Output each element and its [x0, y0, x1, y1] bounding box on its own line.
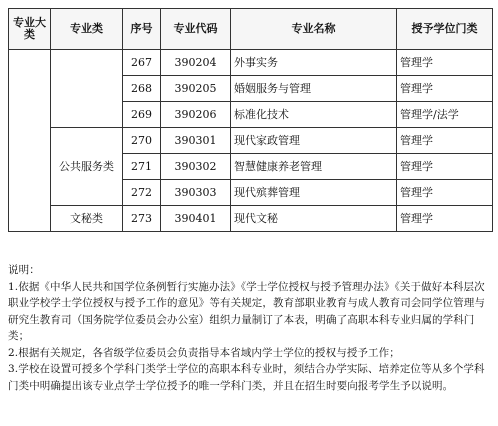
- header-code: 专业代码: [161, 9, 231, 50]
- name-cell: 标准化技术: [231, 102, 397, 128]
- major-category-public-service: 公共服务类: [51, 128, 123, 206]
- name-cell: 婚姻服务与管理: [231, 76, 397, 102]
- code-cell: 390206: [161, 102, 231, 128]
- degree-cell: 管理学: [397, 206, 493, 232]
- seq-cell: 273: [123, 206, 161, 232]
- degree-cell: 管理学: [397, 50, 493, 76]
- name-cell: 现代家政管理: [231, 128, 397, 154]
- code-cell: 390302: [161, 154, 231, 180]
- code-cell: 390205: [161, 76, 231, 102]
- seq-cell: 268: [123, 76, 161, 102]
- major-class-cell: [9, 50, 51, 232]
- seq-cell: 271: [123, 154, 161, 180]
- degree-cell: 管理学/法学: [397, 102, 493, 128]
- code-cell: 390401: [161, 206, 231, 232]
- major-degree-table: [8, 8, 493, 232]
- name-cell: 外事实务: [231, 50, 397, 76]
- header-seq: 序号: [123, 9, 161, 50]
- notes-section: [8, 262, 492, 394]
- code-cell: 390204: [161, 50, 231, 76]
- table-row: [9, 50, 493, 76]
- degree-cell: 管理学: [397, 180, 493, 206]
- seq-cell: 269: [123, 102, 161, 128]
- header-degree: 授予学位门类: [397, 9, 493, 50]
- degree-cell: 管理学: [397, 128, 493, 154]
- note-item-1: 1.依据《中华人民共和国学位条例暂行实施办法》《学士学位授权与授予管理办法》《关于做好本科层次职业学校学士学位授权与授予工作的意见》等有关规定，教育部职业教育与成人教育司会同学位管理与研究生教育司（国务院学位委员会办公室）组织力量制订了本表，明确了高职本科专业归属的学科门类；: [8, 280, 485, 342]
- seq-cell: 267: [123, 50, 161, 76]
- header-major-category: 专业类: [51, 9, 123, 50]
- notes-title: 说明：: [8, 264, 40, 276]
- seq-cell: 272: [123, 180, 161, 206]
- header-name: 专业名称: [231, 9, 397, 50]
- note-item-2: 2.根据有关规定，各省级学位委员会负责指导本省域内学士学位的授权与授予工作；: [8, 346, 400, 359]
- table-header-row: [9, 9, 493, 50]
- code-cell: 390301: [161, 128, 231, 154]
- degree-cell: 管理学: [397, 76, 493, 102]
- header-major-class: 专业大类: [9, 9, 51, 50]
- seq-cell: 270: [123, 128, 161, 154]
- table-row: [9, 206, 493, 232]
- code-cell: 390303: [161, 180, 231, 206]
- note-item-3: 3.学校在设置可授多个学科门类学士学位的高职本科专业时，须结合办学实际、培养定位等从多个学科门类中明确提出该专业点学士学位授予的唯一学科门类，并且在招生时要向报考学生予以说明。: [8, 363, 485, 392]
- major-category-secretarial: 文秘类: [51, 206, 123, 232]
- name-cell: 现代文秘: [231, 206, 397, 232]
- table-row: [9, 128, 493, 154]
- name-cell: 现代殡葬管理: [231, 180, 397, 206]
- name-cell: 智慧健康养老管理: [231, 154, 397, 180]
- degree-cell: 管理学: [397, 154, 493, 180]
- major-category-cell: [51, 50, 123, 128]
